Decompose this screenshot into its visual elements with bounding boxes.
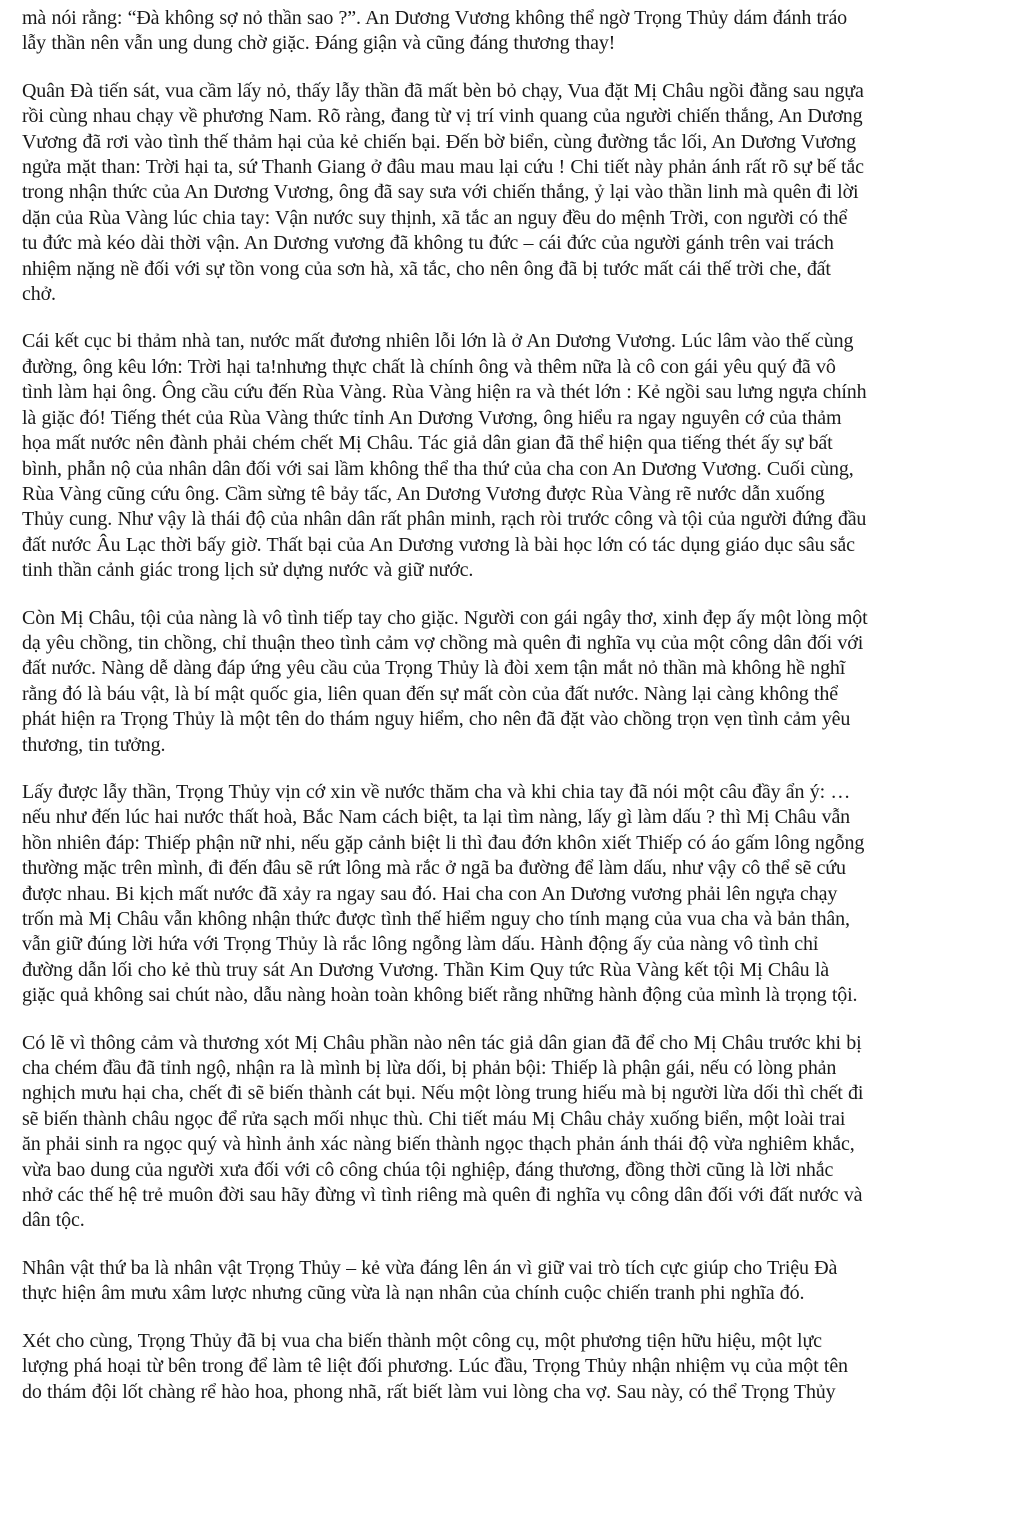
text-line: nếu như đến lúc hai nước thất hoà, Bắc Nam cách biệt, ta lại tìm nàng, lấy gì làm dấu ? thì Mị Châu vẫn xyxy=(22,806,851,829)
text-line: Có lẽ vì thông cảm và thương xót Mị Châu phần nào nên tác giả dân gian đã để cho Mị Châu trước khi bị xyxy=(22,1031,862,1054)
text-line: dân tộc. xyxy=(22,1209,85,1232)
text-line: tình làm hại ông. Ông cầu cứu đến Rùa Vàng. Rùa Vàng hiện ra và thét lớn : Kẻ ngồi sau lưng ngựa chính xyxy=(22,381,867,404)
text-line: rồi cùng nhau chạy về phương Nam. Rõ ràng, đang từ vị trí vinh quang của người chiến thắng, An Dương xyxy=(22,105,863,128)
text-line: lượng phá hoại từ bên trong để làm tê liệt đối phương. Lúc đầu, Trọng Thủy nhận nhiệm vụ của một tên xyxy=(22,1355,848,1378)
text-line: Quân Đà tiến sát, vua cầm lấy nỏ, thấy lẫy thần đã mất bèn bỏ chạy, Vua đặt Mị Châu ngồi đằng sau ngựa xyxy=(22,79,864,102)
text-line: cha chém đầu đã tỉnh ngộ, nhận ra là mình bị lừa dối, bị phản bội: Thiếp là phận gái, nếu có lòng phản xyxy=(22,1057,837,1080)
text-line: Lấy được lẫy thần, Trọng Thủy vịn cớ xin về nước thăm cha và khi chia tay đã nói một câu đầy ẩn ý: … xyxy=(22,780,851,803)
text-line: thường mặc trên mình, đi đến đâu sẽ rứt lông mà rắc ở ngã ba đường để làm dấu, như vậy cô thể sẽ cứu xyxy=(22,857,846,880)
paragraph-1 xyxy=(22,6,1002,57)
text-line: Rùa Vàng cũng cứu ông. Cầm sừng tê bảy tấc, An Dương Vương được Rùa Vàng rẽ nước dẫn xuống xyxy=(22,482,825,505)
text-line: tinh thần cảnh giác trong lịch sử dựng nước và giữ nước. xyxy=(22,559,474,582)
text-line: vừa bao dung của người xưa đối với cô công chúa tội nghiệp, đáng thương, đồng thời cũng là lời nhắc xyxy=(22,1158,834,1181)
text-line: mà nói rằng: “Đà không sợ nỏ thần sao ?”. An Dương Vương không thể ngờ Trọng Thủy dám đánh tráo xyxy=(22,7,848,29)
text-line: bình, phẫn nộ của nhân dân đối với sai lầm không thể tha thứ của cha con An Dương Vương. Cuối cùng, xyxy=(22,457,854,480)
text-line: chở. xyxy=(22,283,56,306)
text-line: thực hiện âm mưu xâm lược nhưng cũng vừa là nạn nhân của chính cuộc chiến tranh phi nghĩa đó. xyxy=(22,1282,805,1305)
text-line: nghịch mưu hại cha, chết đi sẽ biến thành cát bụi. Nếu một lòng trung hiếu mà bị người lừa dối thì chết đi xyxy=(22,1082,864,1105)
text-line: dặn của Rùa Vàng lúc chia tay: Vận nước suy thịnh, xã tắc an nguy đều do mệnh Trời, con người có thể xyxy=(22,206,848,229)
text-line: nhiệm nặng nề đối với sự tồn vong của sơn hà, xã tắc, cho nên ông đã bị tước mất cái thế trời che, đất xyxy=(22,257,831,280)
text-line: đường dẫn lối cho kẻ thù truy sát An Dương Vương. Thần Kim Quy tức Rùa Vàng kết tội Mị Châu là xyxy=(22,958,829,981)
text-line: trốn mà Mị Châu vẫn không nhận thức được tình thế hiểm nguy cho tính mạng của vua cha và bản thân, xyxy=(22,908,850,930)
text-line: thương, tin tưởng. xyxy=(22,733,166,756)
text-line: trong nhận thức của An Dương Vương, ông đã say sưa với chiến thắng, ỷ lại vào thần linh mà quên đi lời xyxy=(22,181,859,204)
paragraph-8 xyxy=(22,1329,1002,1405)
text-line: Xét cho cùng, Trọng Thủy đã bị vua cha biến thành một công cụ, một phương tiện hữu hiệu, một lực xyxy=(22,1329,822,1352)
text-line: nhở các thế hệ trẻ muôn đời sau hãy đừng vì tình riêng mà quên đi nghĩa vụ công dân đối với đất nước và xyxy=(22,1184,863,1207)
text-line: Vương đã rơi vào tình thế thảm hại của kẻ chiến bại. Đến bờ biển, cùng đường tắc lối, An Dương Vương xyxy=(22,130,856,153)
paragraph-5 xyxy=(22,780,1002,1009)
text-line: Nhân vật thứ ba là nhân vật Trọng Thủy – kẻ vừa đáng lên án vì giữ vai trò tích cực giúp cho Triệu Đà xyxy=(22,1256,838,1279)
paragraph-6 xyxy=(22,1031,1002,1234)
text-line: đường, ông kêu lớn: Trời hại ta!nhưng thực chất là chính ông và thêm nữa là cô con gái yêu quý đã vô xyxy=(22,355,836,378)
text-line: tu đức mà kéo dài thời vận. An Dương vương đã không tu đức – cái đức của người gánh trên vai trách xyxy=(22,232,834,255)
text-line: vẫn giữ đúng lời hứa với Trọng Thủy là rắc lông ngỗng làm dấu. Hành động ấy của nàng vô tình chỉ xyxy=(22,933,819,956)
text-line: ăn phải sinh ra ngọc quý và hình ảnh xác nàng biến thành ngọc thạch phản ánh thái độ vừa nghiêm khắc, xyxy=(22,1133,855,1156)
text-line: rằng đó là báu vật, là bí mật quốc gia, liên quan đến sự mất còn của đất nước. Nàng lại càng không thể xyxy=(22,682,838,705)
text-line: được nhau. Bi kịch mất nước đã xảy ra ngay sau đó. Hai cha con An Dương vương phải lên ngựa chạy xyxy=(22,882,838,905)
paragraph-7 xyxy=(22,1256,1002,1307)
text-line: giặc quả không sai chút nào, dẫu nàng hoàn toàn không biết rằng những hành động của mình là trọng tội. xyxy=(22,984,858,1007)
text-line: dạ yêu chồng, tin chồng, chỉ thuận theo tình cảm vợ chồng mà quên đi nghĩa vụ của một công dân đối với xyxy=(22,631,864,654)
text-line: đất nước. Nàng dễ dàng đáp ứng yêu cầu của Trọng Thủy là đòi xem tận mắt nỏ thần mà không hề nghĩ xyxy=(22,657,846,680)
text-line: Cái kết cục bi thảm nhà tan, nước mất đương nhiên lỗi lớn là ở An Dương Vương. Lúc lâm vào thế cùng xyxy=(22,330,854,353)
paragraph-4 xyxy=(22,606,1002,758)
text-line: là giặc đó! Tiếng thét của Rùa Vàng thức tỉnh An Dương Vương, ông hiểu ra ngay nguyên cớ của thảm xyxy=(22,406,842,429)
text-line: lẫy thần nên vẫn ung dung chờ giặc. Đáng giận và cũng đáng thương thay! xyxy=(22,32,616,55)
paragraph-2 xyxy=(22,79,1002,308)
text-line: họa mất nước nên đành phải chém chết Mị Châu. Tác giả dân gian đã thể hiện qua tiếng thét ấy sự bất xyxy=(22,432,833,455)
text-line: do thám đội lốt chàng rể hào hoa, phong nhã, rất biết làm vui lòng cha vợ. Sau này, có thể Trọng Thủy xyxy=(22,1380,836,1403)
text-line: sẽ biến thành châu ngọc để rửa sạch mối nhục thù. Chi tiết máu Mị Châu chảy xuống biển, một loài trai xyxy=(22,1107,846,1130)
text-line: Còn Mị Châu, tội của nàng là vô tình tiếp tay cho giặc. Người con gái ngây thơ, xinh đẹp ấy một lòng một xyxy=(22,606,868,629)
text-line: ngửa mặt than: Trời hại ta, sứ Thanh Giang ở đâu mau mau lại cứu ! Chi tiết này phản ánh rất rõ sự bế tắc xyxy=(22,156,864,179)
text-line: hồn nhiên đáp: Thiếp phận nữ nhi, nếu gặp cảnh biệt li thì đau đớn khôn xiết Thiếp có áo gấm lông ngỗng xyxy=(22,831,865,854)
text-line: đất nước Âu Lạc thời bấy giờ. Thất bại của An Dương vương là bài học lớn có tác dụng giáo dục sâu sắc xyxy=(22,533,855,556)
paragraph-3 xyxy=(22,329,1002,583)
text-line: Thủy cung. Như vậy là thái độ của nhân dân rất phân minh, rạch ròi trước công và tội của người đứng đầu xyxy=(22,508,867,531)
text-line: phát hiện ra Trọng Thủy là một tên do thám nguy hiểm, cho nên đã đặt vào chồng trọn vẹn tình cảm yêu xyxy=(22,708,851,731)
